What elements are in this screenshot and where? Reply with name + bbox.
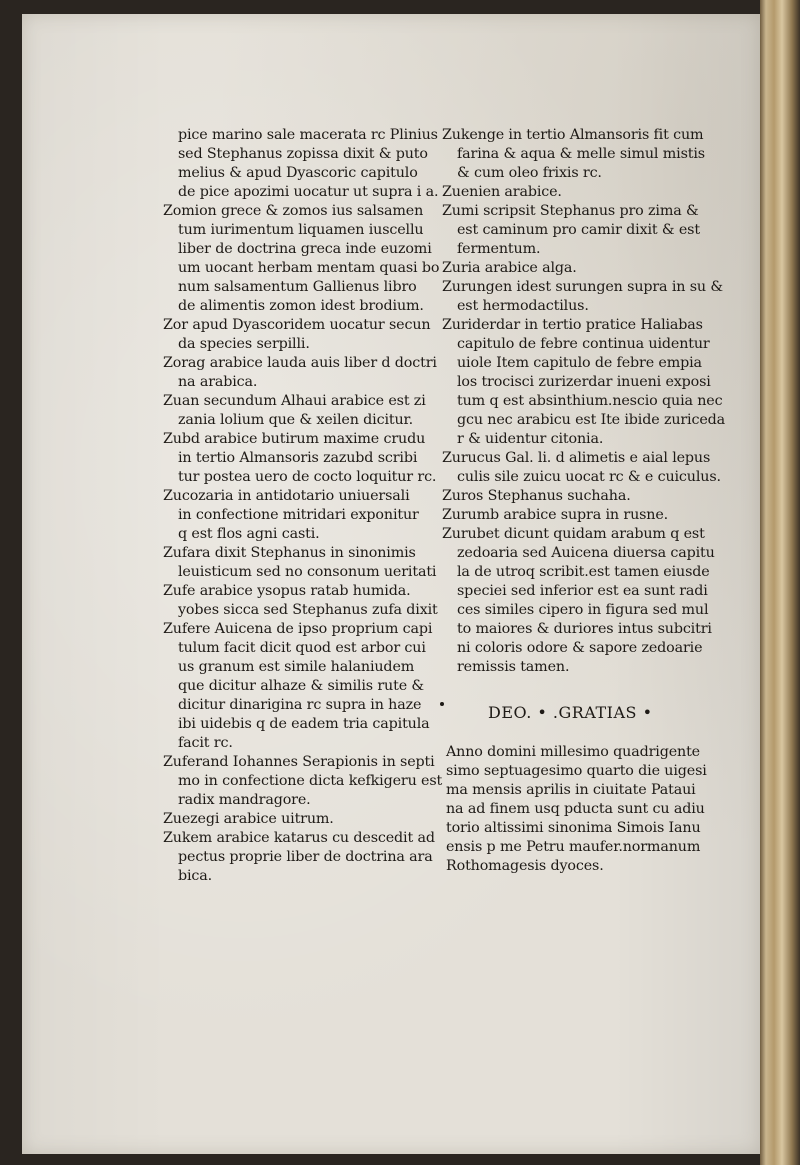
text-line: Zuferand Iohannes Serapionis in septi [163, 754, 435, 770]
text-line: Zumi scripsit Stephanus pro zima & [442, 203, 699, 219]
text-line: zedoaria sed Auicena diuersa capitu [457, 545, 715, 561]
text-line: tulum facit dicit quod est arbor cui [178, 640, 426, 656]
text-line: Zukenge in tertio Almansoris fit cum [442, 127, 704, 143]
text-line: de pice apozimi uocatur ut supra i a. [178, 184, 439, 200]
text-line: to maiores & duriores intus subcitri [457, 621, 712, 637]
text-line: Zurumb arabice supra in rusne. [442, 507, 669, 523]
text-line: mo in confectione dicta kefkigeru est [178, 773, 443, 789]
text-line: capitulo de febre continua uidentur [457, 336, 710, 352]
text-line: Zuan secundum Alhaui arabice est zi [163, 393, 426, 409]
text-line: fermentum. [457, 241, 541, 257]
text-line: de alimentis zomon idest brodium. [178, 298, 424, 314]
text-line: melius & apud Dyascoric capitulo [178, 165, 418, 181]
left-text-column [163, 126, 443, 886]
colophon-line: simo septuagesimo quarto die uigesi [446, 763, 707, 779]
text-line: tum q est absinthium.nescio quia nec [457, 393, 723, 409]
text-line: Zufe arabice ysopus ratab humida. [163, 583, 411, 599]
text-line: Zuros Stephanus suchaha. [442, 488, 631, 504]
text-line: da species serpilli. [178, 336, 310, 352]
colophon-line: Rothomagesis dyoces. [446, 858, 604, 874]
text-line: Zor apud Dyascoridem uocatur secun [163, 317, 431, 333]
text-line: Zukem arabice katarus cu descedit ad [163, 830, 435, 846]
colophon-line: Anno domini millesimo quadrigente [446, 744, 700, 760]
text-line: um uocant herbam mentam quasi bo [178, 260, 440, 276]
text-line: liber de doctrina greca inde euzomi [178, 241, 432, 257]
text-line: Zurubet dicunt quidam arabum q est [442, 526, 705, 542]
text-line: bica. [178, 868, 213, 884]
text-line: sed Stephanus zopissa dixit & puto [178, 146, 428, 162]
text-line: tur postea uero de cocto loquitur rc. [178, 469, 437, 485]
text-line: remissis tamen. [457, 659, 570, 675]
closing-heading: DEO. • .GRATIAS • [488, 703, 653, 722]
text-line: Zorag arabice lauda auis liber d doctri [163, 355, 437, 371]
text-line: Zurucus Gal. li. d alimetis e aial lepus [442, 450, 711, 466]
text-line: pectus proprie liber de doctrina ara [178, 849, 433, 865]
text-line: Zufere Auicena de ipso proprium capi [163, 621, 433, 637]
text-line: Zucozaria in antidotario uniuersali [163, 488, 410, 504]
text-line: tum iurimentum liquamen iuscellu [178, 222, 424, 238]
text-line: Zuria arabice alga. [442, 260, 577, 276]
margin-dot [440, 702, 444, 706]
text-line: zania lolium que & xeilen dicitur. [178, 412, 414, 428]
text-line: Zuenien arabice. [442, 184, 562, 200]
text-line: na arabica. [178, 374, 258, 390]
page-edge [760, 0, 800, 1165]
text-line: que dicitur alhaze & similis rute & [178, 678, 424, 694]
colophon-line: ensis p me Petru maufer.normanum [446, 839, 701, 855]
text-line: farina & aqua & melle simul mistis [457, 146, 705, 162]
text-line: radix mandragore. [178, 792, 311, 808]
text-line: est caminum pro camir dixit & est [457, 222, 700, 238]
text-line: culis sile zuicu uocat rc & e cuiculus. [457, 469, 721, 485]
colophon-line: torio altissimi sinonima Simois Ianu [446, 820, 701, 836]
text-line: leuisticum sed no consonum ueritati [178, 564, 437, 580]
text-line: pice marino sale macerata rc Plinius [178, 127, 438, 143]
text-line: ces similes cipero in figura sed mul [457, 602, 709, 618]
text-line: speciei sed inferior est ea sunt radi [457, 583, 708, 599]
text-line: us granum est simile halaniudem [178, 659, 415, 675]
text-line: yobes sicca sed Stephanus zufa dixit [178, 602, 438, 618]
text-line: ni coloris odore & sapore zedoarie [457, 640, 703, 656]
text-line: Zubd arabice butirum maxime crudu [163, 431, 426, 447]
text-line: r & uidentur citonia. [457, 431, 604, 447]
text-line: gcu nec arabicu est Ite ibide zuriceda [457, 412, 726, 428]
text-line: q est flos agni casti. [178, 526, 320, 542]
right-text-column [442, 126, 727, 677]
colophon-line: na ad finem usq pducta sunt cu adiu [446, 801, 705, 817]
text-line: Zomion grece & zomos ius salsamen [163, 203, 424, 219]
text-line: Zufara dixit Stephanus in sinonimis [163, 545, 416, 561]
colophon-line: ma mensis aprilis in ciuitate Pataui [446, 782, 696, 798]
text-line: in tertio Almansoris zazubd scribi [178, 450, 418, 466]
text-line: ibi uidebis q de eadem tria capitula [178, 716, 430, 732]
text-line: num salsamentum Gallienus libro [178, 279, 417, 295]
text-line: Zurungen idest surungen supra in su & [442, 279, 723, 295]
text-line: uiole Item capitulo de febre empia [457, 355, 702, 371]
text-line: dicitur dinarigina rc supra in haze [178, 697, 422, 713]
colophon [446, 743, 736, 876]
text-line: la de utroq scribit.est tamen eiusde [457, 564, 710, 580]
text-line: Zuezegi arabice uitrum. [163, 811, 334, 827]
text-line: & cum oleo frixis rc. [457, 165, 602, 181]
text-line: Zuriderdar in tertio pratice Haliabas [442, 317, 703, 333]
text-line: facit rc. [178, 735, 233, 751]
text-line: in confectione mitridari exponitur [178, 507, 419, 523]
text-line: los trocisci zurizerdar inueni exposi [457, 374, 711, 390]
text-line: est hermodactilus. [457, 298, 589, 314]
